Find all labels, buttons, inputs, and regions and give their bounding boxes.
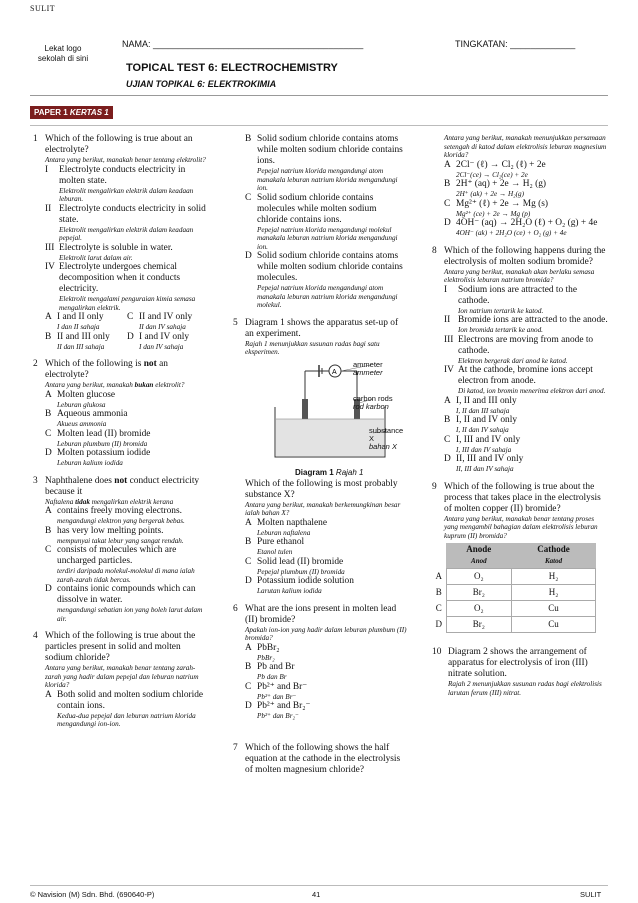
question-number: 3 xyxy=(33,475,38,486)
section-divider xyxy=(30,125,608,126)
label-substance-x: substance X bahan X xyxy=(369,425,404,451)
question-stem: Which of the following shows the half equation at the cathode in the electrolysis of molten magnesium chloride? xyxy=(245,742,401,775)
column-3 xyxy=(432,134,608,705)
question-8: 8 Which of the following happens during the electrolysis of molten sodium bromide? Antara yang berikut, manakah akan berlaku semasa elektrolisis leburan natrium bromida? I Sodium ions are attracted to the cathode. Ion natrium tertarik ke katod. II Bromide ions are attracted to the anode. Ion bromida tertarik ke anod. III Electrons are moving from anode to cathode. Elektron bergerak dari anod ke katod. IV At the cathode, bromine ions accept electron from anode. Di katod, ion bromin menerima elektron dari anod. A I, II and III only I, II dan III sahaja B I, II and IV only I, II dan IV sahaja C I, III and IV only I, III dan IV sahaja D II, III and IV only II, III dan IV sahaja xyxy=(432,245,608,473)
question-stem: Which of the following is true about an electrolyte? xyxy=(45,134,193,155)
answer-option-d[interactable]: D Solid sodium chloride contains atoms while molten sodium chloride contains molecules. Pepejal natrium klorida mengandungi atom manakala leburan natrium klorida mengandungi molekul. xyxy=(245,251,403,309)
answer-option-b[interactable]: B Aqueous ammonia Akueus ammonia xyxy=(45,409,128,428)
question-number: 6 xyxy=(233,603,238,614)
statement: I Sodium ions are attracted to the cathode. Ion natrium tertarik ke katod. xyxy=(444,284,577,315)
question-number: 4 xyxy=(33,631,38,641)
question-4: 4 Which of the following is true about the particles present in solid and molten sodium chloride? Antara yang berikut, manakah benar tentang zarah-zarah yang hadir dalam pepejal dan leburan natrium klorida? A Both solid and molten sodium chloride contain ions. Kedua-dua pepejal dan leburan natrium klorida mengandungi ion-ion. xyxy=(33,631,209,729)
question-number: 1 xyxy=(33,134,38,144)
answer-option-d[interactable]: D II, III and IV only II, III dan IV sahaja xyxy=(444,454,524,473)
diagram-caption: Diagram 1 Rajah 1 xyxy=(295,467,364,477)
table-row[interactable]: D Br₂ Cu xyxy=(432,617,596,633)
question-number: 8 xyxy=(432,245,437,256)
page-subtitle: UJIAN TOPIKAL 6: ELEKTROKIMIA xyxy=(126,79,277,89)
question-10: 10 Diagram 2 shows the arrangement of apparatus for electrolysis of iron (III) nitrate solution. Rajah 2 menunjukkan susunan radas bagi elektrolisis larutan ferum (III) nitrat. xyxy=(432,647,602,697)
statement: II Bromide ions are attracted to the anode. Ion bromida tertarik ke anod. xyxy=(444,315,608,334)
paper-label-ms: KERTAS 1 xyxy=(69,108,109,117)
anode-cathode-table xyxy=(432,543,596,633)
answer-option-pair xyxy=(45,332,209,352)
answer-option-d[interactable]: D 4OH⁻ (aq) → 2H₂O (ℓ) + O₂ (g) + 4e 4OH⁻ (ak) + 2H₂O (ce) + O₂ (g) + 4e xyxy=(444,218,598,237)
label-ammeter: ammeter ammeter xyxy=(353,359,383,377)
paper-label xyxy=(30,106,113,119)
form-field-label: TINGKATAN: _____________ xyxy=(455,39,576,49)
answer-option-c[interactable]: C II and IV only II dan IV sahaja xyxy=(127,312,193,331)
svg-text:A: A xyxy=(332,368,337,376)
answer-option-b[interactable]: B has very low melting points. mempunyai takat lebur yang sangat rendah. xyxy=(45,525,184,545)
answer-option-d[interactable]: D Pb²⁺ and Br₂⁻ Pb²⁺ dan Br₂⁻ xyxy=(245,701,311,720)
question-number: 2 xyxy=(33,359,38,369)
school-logo-placeholder: Lekat logo sekolah di sini xyxy=(37,44,89,63)
question-number: 10 xyxy=(432,647,442,657)
answer-option-a[interactable]: A Molten glucose Leburan glukosa xyxy=(45,389,116,409)
substance-x xyxy=(276,419,384,456)
footer-divider xyxy=(30,885,608,886)
question-3: 3 Naphthalene does not conduct electricity because it Naftalena tidak mengalirkan elektrik kerana A contains freely moving electrons. mengandungi elektron yang bergerak bebas. B has very low melting points. mempunyai takat lebur yang sangat rendah. C consists of molecules which are uncharged particles. terdiri daripada molekul-molekul di mana ialah zarah-zarah tidak bercas. D contains ionic compounds which can dissolve in water. mengandungi sebatian ion yang boleh larut dalam air. xyxy=(33,476,209,624)
statement: III Electrons are moving from anode to cathode. Elektron bergerak dari anod ke katod. xyxy=(444,334,594,365)
answer-option-a[interactable]: A Molten napthalene Leburan naftalena xyxy=(245,517,328,537)
statement: IV Electrolyte undergoes chemical decomposition when it conducts electricity. Elektrolit mengalami penguraian kimia semasa mengalirkan elektrik. xyxy=(45,262,196,312)
answer-option-d[interactable]: D contains ionic compounds which can dissolve in water. mengandungi sebatian ion yang boleh larut dalam air. xyxy=(45,584,203,623)
answer-option-b[interactable]: B 2H⁺ (aq) + 2e → H₂ (g) 2H⁺ (ak) + 2e → H₂(g) xyxy=(444,179,547,198)
answer-option-b[interactable]: B II and III only II dan III sahaja xyxy=(45,331,110,351)
name-field-label: NAMA: __________________________________________ xyxy=(122,39,364,49)
answer-option-a[interactable]: A Both solid and molten sodium chloride contain ions. Kedua-dua pepejal dan leburan natrium klorida mengandungi ion-ion. xyxy=(45,689,204,728)
answer-option-d[interactable]: D Molten potassium iodide Leburan kalium iodida xyxy=(45,448,151,467)
answer-option-d[interactable]: D Potassium iodide solution Larutan kalium iodida xyxy=(245,576,354,595)
answer-option-a[interactable]: A PbBr₂ PbBr₂ xyxy=(245,642,280,662)
answer-option-c[interactable]: C consists of molecules which are uncharged particles. terdiri daripada molekul-molekul di mana ialah zarah-zarah tidak bercas. xyxy=(45,545,195,584)
question-2: 2 Which of the following is not an electrolyte? Antara yang berikut, manakah bukan elektrolit? A Molten glucose Leburan glukosa B Aqueous ammonia Akueus ammonia C Molten lead (II) bromide Leburan plumbum (II) bromida D Molten potassium iodide Leburan kalium iodida xyxy=(33,359,209,468)
answer-option-d[interactable]: D I and IV only I dan IV sahaja xyxy=(127,331,190,351)
statement: III Electrolyte is soluble in water. Elektrolit larut dalam air. xyxy=(45,242,173,262)
question-9: 9 Which of the following is true about the process that takes place in the electrolysis of molten copper (II) bromide? Antara yang berikut, manakah benar tentang proses yang mengambil bahagian dalam elektrolisis leburan kuprum (II) bromida? Anode Anod Cathode Katod A O₂ H₂ B Br₂ H₂ C O₂ Cu D Br₂ Cu xyxy=(432,482,608,634)
answer-option-a[interactable]: A contains freely moving electrons. mengandungi elektron yang bergerak bebas. xyxy=(45,506,185,525)
question-4-continued xyxy=(233,134,409,310)
answer-option-b[interactable]: B Pure ethanol Etanol tulen xyxy=(245,537,305,556)
answer-option-c[interactable]: C Solid sodium chloride contains molecules while molten sodium chloride contains ions. Pepejal natrium klorida mengandungi molekul manakala leburan natrium klorida mengandungi ion. xyxy=(245,192,398,251)
answer-option-b[interactable]: B Solid sodium chloride contains atoms while molten sodium chloride contains ions. Pepejal natrium klorida mengandungi atom manakala leburan natrium klorida mengandungi ion. xyxy=(245,134,403,192)
footer-tag: SULIT xyxy=(580,890,602,899)
diagram-1 xyxy=(245,361,409,479)
table-header-anode: Anode Anod xyxy=(446,543,512,569)
answer-option-a[interactable]: A I, II and III only I, II dan III sahaja xyxy=(444,395,517,415)
answer-option-c[interactable]: C Mg²⁺ (ℓ) + 2e → Mg (s) Mg²⁺ (ce) + 2e → Mg (p) xyxy=(444,198,549,218)
question-7-continued: Antara yang berikut, manakah menunjukkan persamaan setengah di katod dalam elektrolisis leburan magnesium klorida? A 2Cl⁻ (ℓ) → Cl₂ (ℓ) + 2e 2Cl⁻(ce) → Cl₂(ce) + 2e B 2H⁺ (aq) + 2e → H₂ (g) 2H⁺ (ak) + 2e → H₂(g) C Mg²⁺ (ℓ) + 2e → Mg (s) Mg²⁺ (ce) + 2e → Mg (p) D 4OH⁻ (aq) → 2H₂O (ℓ) + O₂ (g) + 4e 4OH⁻ (ak) + 2H₂O (ce) + O₂ (g) + 4e xyxy=(444,134,607,237)
question-6: 6 What are the ions present in molten lead (II) bromide? Apakah ion-ion yang hadir dalam leburan plumbum (II) bromida? A PbBr₂ PbBr₂ B Pb and Br Pb dan Br C Pb²⁺ and Br⁻ Pb²⁺ dan Br⁻ D Pb²⁺ and Br₂⁻ Pb²⁺ dan Br₂⁻ xyxy=(233,604,409,721)
footer-publisher: © Navision (M) Sdn. Bhd. (690640-P) xyxy=(30,890,155,899)
page-title: TOPICAL TEST 6: ELECTROCHEMISTRY xyxy=(126,62,338,74)
question-7 xyxy=(233,743,409,776)
answer-option-b[interactable]: B Pb and Br Pb dan Br xyxy=(245,662,295,681)
classification-tag: SULIT xyxy=(30,4,56,13)
answer-option-pair xyxy=(45,312,209,332)
table-row[interactable]: C O₂ Cu xyxy=(432,601,596,617)
question-number: 5 xyxy=(233,317,238,328)
label-carbon-rods: carbon rods rod karbon xyxy=(353,393,393,411)
question-number: 7 xyxy=(233,742,238,753)
question-number: 9 xyxy=(432,481,437,492)
footer-page-number: 41 xyxy=(312,890,321,899)
answer-option-c[interactable]: C Pb²⁺ and Br⁻ Pb²⁺ dan Br⁻ xyxy=(245,681,308,701)
question-5: 5 Diagram 1 shows the apparatus set-up of an experiment. Rajah 1 menunjukkan susunan radas bagi satu eksperimen. A ammeter ammeter carbon rods rod karbon substance X bahan X Diagram 1 Rajah 1 Which of the following is most probably substance X? Antara yang berikut, manakah berkemungkinan besar ialah bahan X? A Molten napthalene Leburan naftalena B Pure ethanol Etanol tulen C Solid lead (II) bromide Pepejal plumbum (II) bromida D Potassium iodide solution Larutan kalium iodida xyxy=(233,318,409,596)
answer-option-c[interactable]: C Molten lead (II) bromide Leburan plumbum (II) bromida xyxy=(45,428,151,448)
statement: IV At the cathode, bromine ions accept electron from anode. Di katod, ion bromin menerima elektron dari anod. xyxy=(444,365,606,395)
statement: I Electrolyte conducts electricity in molten state. Elektrolit mengalirkan elektrik dalam keadaan leburan. xyxy=(45,164,194,203)
statement: II Electrolyte conducts electricity in solid state. Elektrolit mengalirkan elektrik dalam keadaan pepejal. xyxy=(45,203,206,242)
column-2 xyxy=(233,134,409,784)
column-1 xyxy=(33,134,209,737)
answer-option-c[interactable]: C I, III and IV only I, III dan IV sahaja xyxy=(444,434,521,454)
table-row[interactable]: B Br₂ H₂ xyxy=(432,585,596,601)
answer-option-a[interactable]: A 2Cl⁻ (ℓ) → Cl₂ (ℓ) + 2e 2Cl⁻(ce) → Cl₂(ce) + 2e xyxy=(444,159,546,179)
answer-option-a[interactable]: A I and II only I dan II sahaja xyxy=(45,312,104,331)
answer-option-b[interactable]: B I, II and IV only I, II dan IV sahaja xyxy=(444,415,518,434)
question-1 xyxy=(33,134,209,351)
answer-option-c[interactable]: C Solid lead (II) bromide Pepejal plumbum (II) bromida xyxy=(245,556,345,576)
table-header-cathode: Cathode Katod xyxy=(512,543,596,569)
table-row[interactable]: A O₂ H₂ xyxy=(432,569,596,585)
header-divider xyxy=(30,95,608,96)
question-stem-ms: Antara yang berikut, manakah benar tentang elektrolit? xyxy=(45,156,206,164)
paper-label-text: PAPER 1 xyxy=(34,108,68,117)
